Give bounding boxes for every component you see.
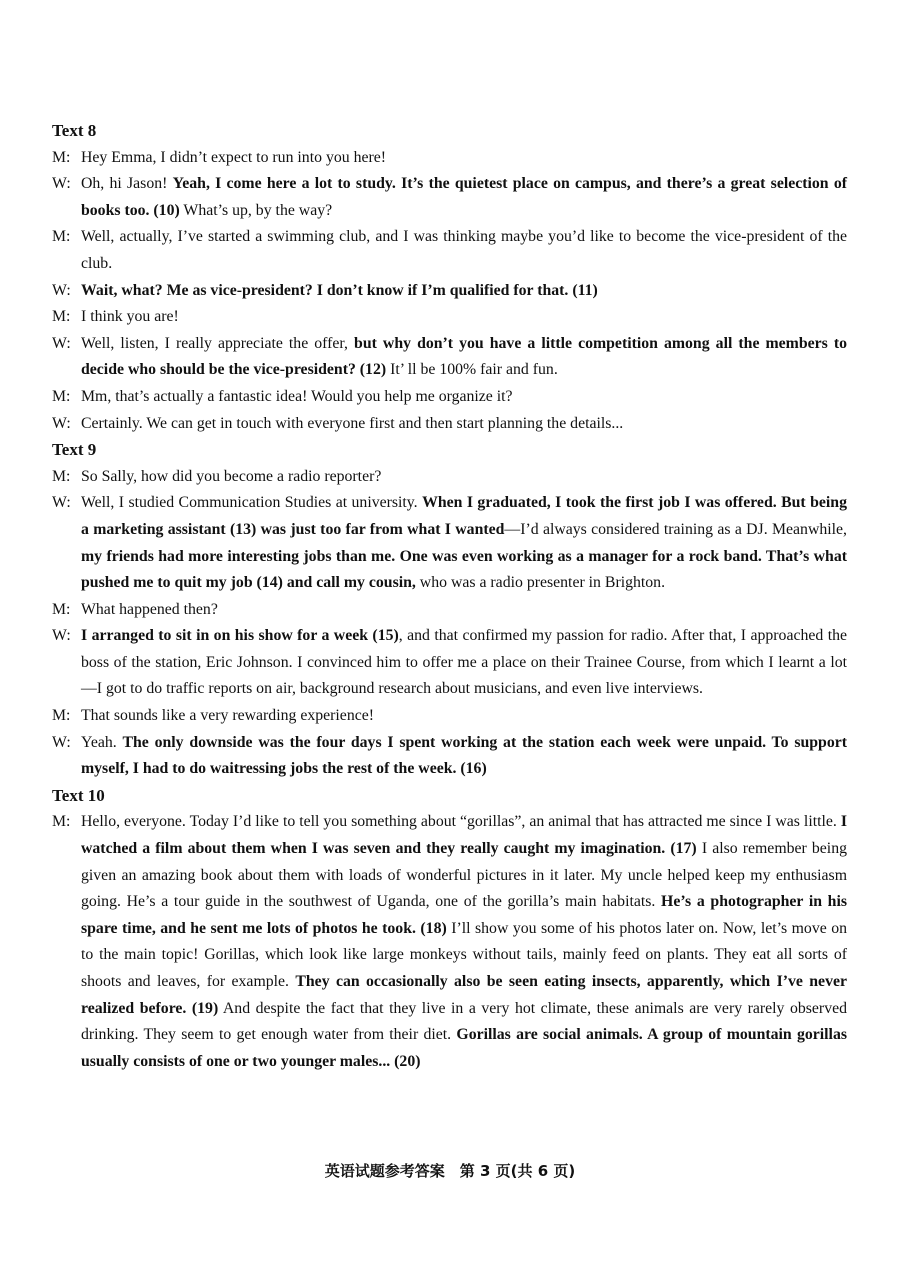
speaker-label: W: [52,414,71,432]
dialogue-turn [52,145,847,172]
answer-highlight: Gorillas are social animals. A group of mountain gorillas usually consists of one or two younger males... (20) [81,1026,847,1070]
text-segment: Yeah. [81,733,123,751]
dialogue-turn [52,331,847,384]
dialogue-turn [52,304,847,331]
text-segment: Oh, hi Jason! [81,175,173,193]
speaker-label: M: [52,600,71,618]
speaker-label: W: [52,175,71,193]
dialogue-text [81,411,847,438]
text-segment: And despite the fact that they live in a very hot climate, these animals are very rarely observed drinking. They seem to get enough water from their diet. [81,999,847,1044]
dialogue-text [81,278,847,305]
dialogue-text [81,490,847,596]
text-segment: Hey Emma, I didn’t expect to run into you here! [81,148,387,166]
speaker-label: W: [52,334,71,352]
text-segment: Well, listen, I really appreciate the offer, [81,334,355,352]
dialogue-turn [52,278,847,305]
dialogue-text [81,809,847,1075]
dialogue-text [81,730,847,783]
text-segment: Mm, that’s actually a fantastic idea! Would you help me organize it? [81,387,513,405]
dialogue-text [81,331,847,384]
section-heading: Text 9 [52,440,97,460]
text-segment: I’ll show you some of his photos later on. Now, let’s move on to the main topic! Gorillas, which look like large monkeys without tails, mainly feed on plants. They eat all sorts of shoots and leaves, for example. [81,919,847,990]
text-segment: , and that confirmed my passion for radio. After that, I approached the boss of the station, Eric Johnson. I convinced him to offer me a place on their Trainee Course, from which I learnt a lot—I got to do traffic reports on air, background research about musicians, and even live interviews. [81,627,847,698]
dialogue-text [81,623,847,703]
speaker-label: W: [52,627,71,645]
dialogue-turn [52,623,847,703]
dialogue-text [81,384,847,411]
text-segment: Well, actually, I’ve started a swimming club, and I was thinking maybe you’d like to become the vice-president of the club. [81,228,847,272]
answer-highlight: The only downside was the four days I spent working at the station each week were unpaid. To support myself, I had to do waitressing jobs the rest of the week. (16) [81,733,847,778]
text-segment: So Sally, how did you become a radio reporter? [81,467,382,485]
speaker-label: M: [52,308,71,326]
text-segment: —I’d always considered training as a DJ. Meanwhile, [504,520,847,538]
answer-highlight: Wait, what? Me as vice-president? I don’t know if I’m qualified for that. (11) [81,281,598,299]
dialogue-turn [52,809,847,1075]
dialogue-turn [52,411,847,438]
text-segment: Hello, everyone. Today I’d like to tell you something about “gorillas”, an animal that has attracted me since I was little. [81,813,841,831]
answer-highlight: Yeah, I come here a lot to study. It’s the quietest place on campus, and there’s a great selection of books too. (10) [81,175,847,219]
page-footer: 英语试题参考答案 第 3 页(共 6 页) [324,1162,576,1180]
speaker-label: M: [52,813,71,831]
dialogue-text [81,703,847,730]
text-section [52,783,847,1076]
text-segment: who was a radio presenter in Brighton. [415,574,666,592]
speaker-label: M: [52,707,71,725]
text-segment: I also remember being given an amazing book about them with loads of wonderful pictures in it later. My uncle helped keep my enthusiasm going. He’s a tour guide in the southwest of Uganda, one of the gorilla’s main habitats. [81,840,847,911]
text-section [52,437,847,783]
dialogue-text [81,224,847,277]
answer-highlight: but why don’t you have a little competition among all the members to decide who should be the vice-president? (12) [81,334,847,379]
answer-highlight: I arranged to sit in on his show for a week (15) [81,627,399,645]
speaker-label: W: [52,281,71,299]
answer-highlight: They can occasionally also be seen eating insects, apparently, which I’ve never realized before. (19) [81,973,847,1017]
speaker-label: W: [52,733,71,751]
text-segment: Certainly. We can get in touch with everyone first and then start planning the details... [81,414,624,432]
dialogue-turn [52,384,847,411]
dialogue-text [81,597,847,624]
dialogue-text [81,304,847,331]
dialogue-text [81,171,847,224]
answer-highlight: my friends had more interesting jobs than me. One was even working as a manager for a rock band. That’s what pushed me to quit my job (14) and call my cousin, [81,547,847,592]
speaker-label: M: [52,467,71,485]
transcript-document [52,118,847,1075]
text-section [52,118,847,437]
dialogue-text [81,145,847,172]
speaker-label: W: [52,494,71,512]
answer-highlight: When I graduated, I took the first job I was offered. But being a marketing assistant (13) was just too far from what I wanted [81,494,847,538]
dialogue-turn [52,171,847,224]
text-segment: That sounds like a very rewarding experience! [81,707,374,725]
answer-highlight: He’s a photographer in his spare time, and he sent me lots of photos he took. (18) [81,893,848,937]
section-heading: Text 10 [52,785,105,805]
text-segment: What happened then? [81,600,218,618]
dialogue-turn [52,224,847,277]
text-segment: What’s up, by the way? [179,201,333,219]
speaker-label: M: [52,148,71,166]
dialogue-turn [52,703,847,730]
dialogue-text [81,464,847,491]
dialogue-turn [52,490,847,596]
text-segment: Well, I studied Communication Studies at university. [81,494,423,512]
text-segment: It’ ll be 100% fair and fun. [386,361,558,379]
speaker-label: M: [52,387,71,405]
section-heading: Text 8 [52,121,97,140]
dialogue-turn [52,464,847,491]
dialogue-turn [52,597,847,624]
text-segment: I think you are! [81,308,179,326]
dialogue-turn [52,730,847,783]
answer-highlight: I watched a film about them when I was seven and they really caught my imagination. (17) [81,813,847,858]
speaker-label: M: [52,228,71,246]
